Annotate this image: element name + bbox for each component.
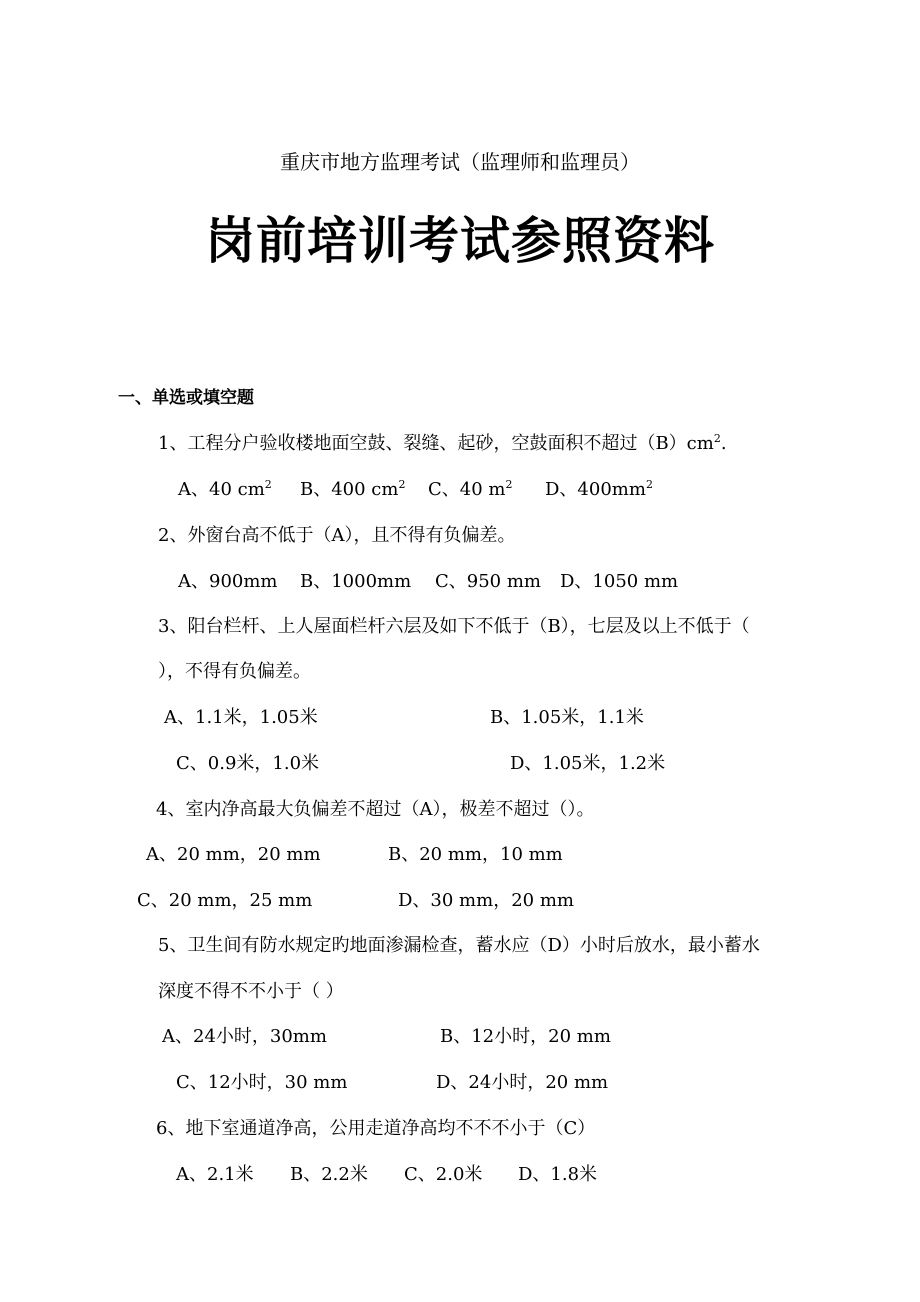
question-6-option-b: B、2.2米 bbox=[290, 1164, 368, 1185]
question-6-option-c: C、2.0米 bbox=[404, 1164, 483, 1185]
question-5-stem-continued: 深度不得不不小于（ ） bbox=[158, 981, 344, 1002]
question-3-option-a: A、1.1米，1.05米 bbox=[164, 707, 318, 728]
document-subtitle: 重庆市地方监理考试（监理师和监理员） bbox=[280, 150, 640, 174]
question-5-stem: 5、卫生间有防水规定旳地面渗漏检查，蓄水应（D）小时后放水，最小蓄水 bbox=[158, 935, 760, 956]
question-1-option-d: D、$400mm^2$ bbox=[545, 478, 653, 500]
question-3-option-b: B、1.05米，1.1米 bbox=[490, 707, 644, 728]
question-2-option-c: C、950 mm bbox=[435, 571, 541, 592]
question-6-stem: 6、地下室通道净高，公用走道净高均不不不小于（C） bbox=[156, 1118, 596, 1139]
question-4-option-d: D、30 mm，20 mm bbox=[398, 890, 574, 911]
question-6-option-d: D、1.8米 bbox=[518, 1164, 598, 1185]
question-3-option-c: C、0.9米，1.0米 bbox=[176, 753, 320, 774]
question-1-option-b: B、400 $cm^2$ bbox=[300, 478, 406, 500]
question-3-stem-continued: ），不得有负偏差。 bbox=[158, 661, 311, 682]
question-3-option-d: D、1.05米，1.2米 bbox=[510, 753, 666, 774]
question-2-option-b: B、1000mm bbox=[300, 571, 412, 592]
question-4-option-c: C、20 mm，25 mm bbox=[137, 890, 313, 911]
question-1-option-a: A、40 $cm^2$ bbox=[178, 478, 272, 500]
question-4-stem: 4、室内净高最大负偏差不超过（A），极差不超过（）。 bbox=[156, 799, 595, 820]
question-1-stem: 1、工程分户验收楼地面空鼓、裂缝、起砂，空鼓面积不超过$(B)cm^2$. bbox=[158, 432, 727, 454]
question-5-option-b: B、12小时，20 mm bbox=[440, 1026, 611, 1047]
question-5-option-c: C、12小时，30 mm bbox=[176, 1072, 348, 1093]
document-title: 岗前培训考试参照资料 bbox=[205, 211, 715, 270]
question-5-option-d: D、24小时，20 mm bbox=[436, 1072, 609, 1093]
question-3-stem: 3、阳台栏杆、上人屋面栏杆六层及如下不低于（B），七层及以上不低于（ bbox=[158, 616, 750, 637]
question-4-option-a: A、20 mm，20 mm bbox=[146, 844, 321, 865]
section-heading: 一、单选或填空题 bbox=[118, 388, 254, 408]
question-5-option-a: A、24小时，30mm bbox=[162, 1026, 327, 1047]
question-2-option-a: A、900mm bbox=[178, 571, 278, 592]
question-1-option-c: C、40 $m^2$ bbox=[428, 478, 513, 500]
question-2-stem: 2、外窗台高不低于（A），且不得有负偏差。 bbox=[158, 525, 516, 546]
question-4-option-b: B、20 mm，10 mm bbox=[388, 844, 563, 865]
question-6-option-a: A、2.1米 bbox=[176, 1164, 254, 1185]
question-2-option-d: D、1050 mm bbox=[560, 571, 679, 592]
